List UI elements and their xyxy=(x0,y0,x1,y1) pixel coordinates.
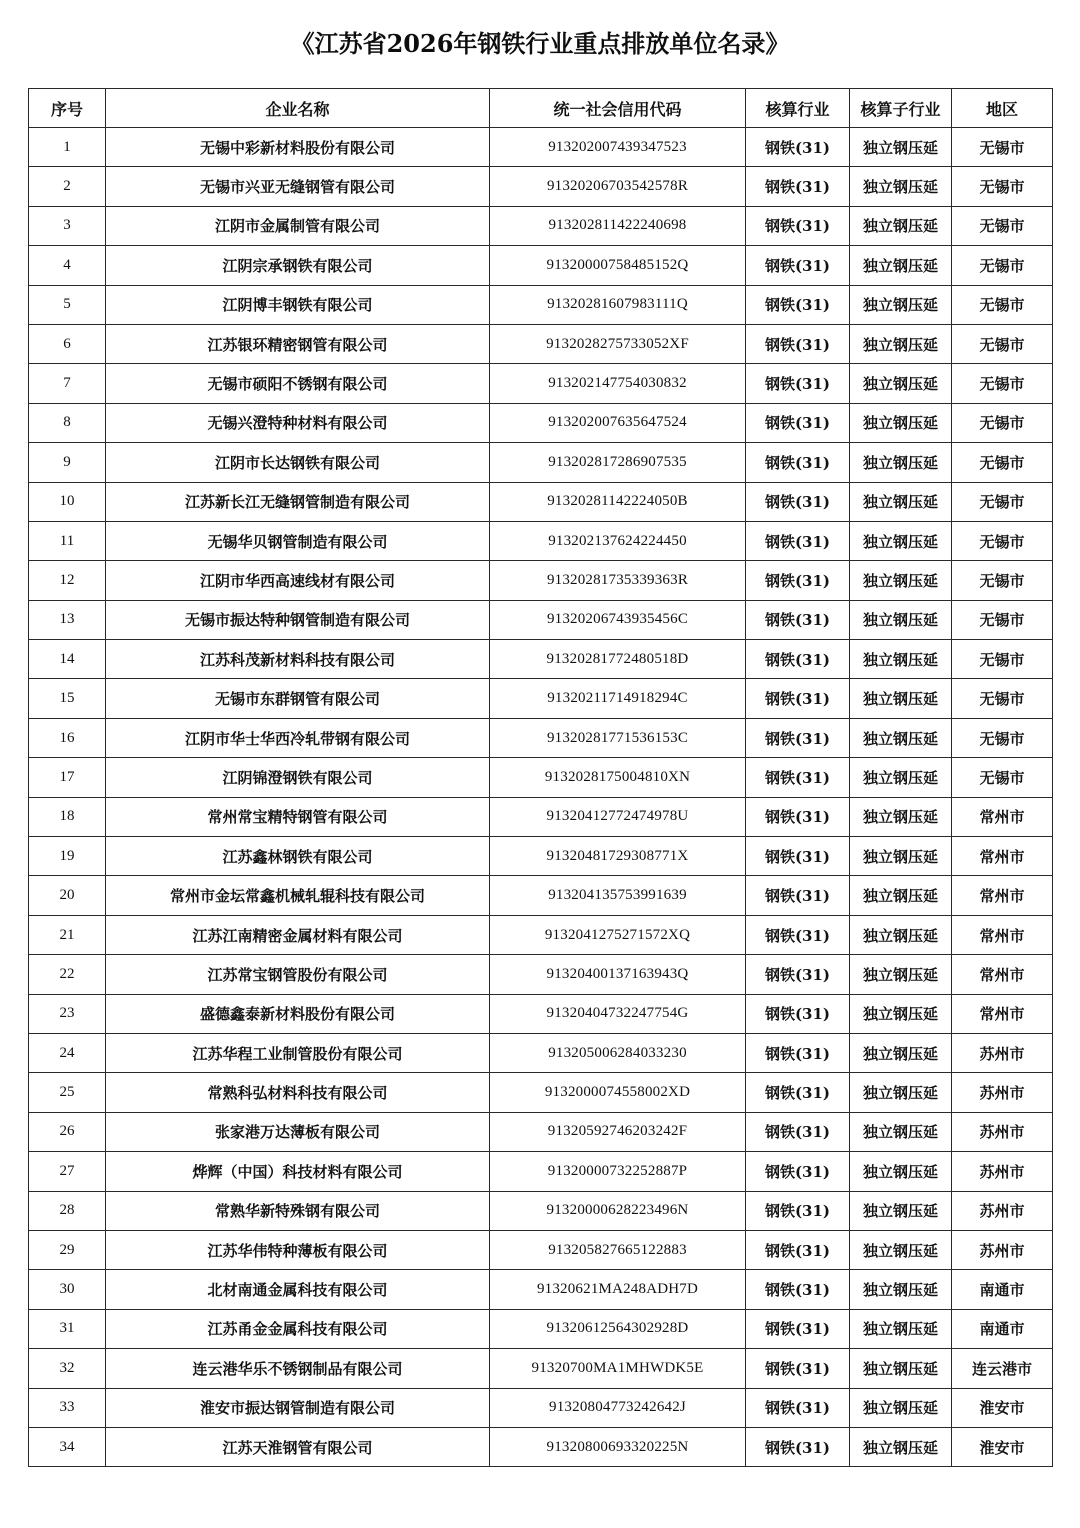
document-title: 《江苏省2026年钢铁行业重点排放单位名录》 xyxy=(290,29,790,58)
cell-region: 南通市 xyxy=(952,1309,1053,1348)
cell-region: 无锡市 xyxy=(952,128,1053,167)
cell-sub-industry: 独立钢压延 xyxy=(850,955,952,994)
cell-region: 南通市 xyxy=(952,1270,1053,1309)
table-row xyxy=(29,955,1053,994)
cell-region: 无锡市 xyxy=(952,640,1053,679)
cell-credit-code: 91320000732252887P xyxy=(490,1152,746,1191)
cell-seq: 9 xyxy=(29,443,106,482)
cell-region: 常州市 xyxy=(952,837,1053,876)
cell-sub-industry: 独立钢压延 xyxy=(850,679,952,718)
cell-region: 无锡市 xyxy=(952,482,1053,521)
cell-credit-code: 91320206703542578R xyxy=(490,167,746,206)
cell-credit-code: 913202811422240698 xyxy=(490,206,746,245)
cell-credit-code: 9132000074558002XD xyxy=(490,1073,746,1112)
table-row xyxy=(29,285,1053,324)
cell-sub-industry: 独立钢压延 xyxy=(850,718,952,757)
table-row xyxy=(29,837,1053,876)
cell-credit-code: 91320804773242642J xyxy=(490,1388,746,1427)
header-seq: 序号 xyxy=(29,89,106,128)
cell-industry: 钢铁(31) xyxy=(746,364,850,403)
cell-credit-code: 91320000628223496N xyxy=(490,1191,746,1230)
table-row xyxy=(29,1270,1053,1309)
cell-credit-code: 913205006284033230 xyxy=(490,1033,746,1072)
cell-sub-industry: 独立钢压延 xyxy=(850,364,952,403)
cell-credit-code: 913202817286907535 xyxy=(490,443,746,482)
cell-company-name: 无锡中彩新材料股份有限公司 xyxy=(106,128,490,167)
table-row xyxy=(29,718,1053,757)
cell-sub-industry: 独立钢压延 xyxy=(850,1388,952,1427)
table-row xyxy=(29,1073,1053,1112)
cell-industry: 钢铁(31) xyxy=(746,1349,850,1388)
cell-credit-code: 913202007439347523 xyxy=(490,128,746,167)
cell-sub-industry: 独立钢压延 xyxy=(850,1191,952,1230)
cell-credit-code: 913205827665122883 xyxy=(490,1230,746,1269)
cell-seq: 23 xyxy=(29,994,106,1033)
table-row xyxy=(29,1033,1053,1072)
cell-sub-industry: 独立钢压延 xyxy=(850,1073,952,1112)
cell-industry: 钢铁(31) xyxy=(746,206,850,245)
cell-seq: 20 xyxy=(29,876,106,915)
cell-seq: 19 xyxy=(29,837,106,876)
cell-industry: 钢铁(31) xyxy=(746,994,850,1033)
cell-sub-industry: 独立钢压延 xyxy=(850,600,952,639)
cell-company-name: 常熟华新特殊钢有限公司 xyxy=(106,1191,490,1230)
cell-sub-industry: 独立钢压延 xyxy=(850,561,952,600)
cell-industry: 钢铁(31) xyxy=(746,955,850,994)
cell-sub-industry: 独立钢压延 xyxy=(850,285,952,324)
cell-company-name: 无锡市硕阳不锈钢有限公司 xyxy=(106,364,490,403)
cell-company-name: 北材南通金属科技有限公司 xyxy=(106,1270,490,1309)
cell-company-name: 江阴博丰钢铁有限公司 xyxy=(106,285,490,324)
cell-company-name: 江阴锦澄钢铁有限公司 xyxy=(106,758,490,797)
cell-company-name: 江苏鑫林钢铁有限公司 xyxy=(106,837,490,876)
cell-seq: 14 xyxy=(29,640,106,679)
cell-region: 无锡市 xyxy=(952,758,1053,797)
cell-credit-code: 9132028275733052XF xyxy=(490,324,746,363)
cell-seq: 24 xyxy=(29,1033,106,1072)
header-company-name: 企业名称 xyxy=(106,89,490,128)
table-row xyxy=(29,246,1053,285)
cell-industry: 钢铁(31) xyxy=(746,600,850,639)
cell-company-name: 江苏常宝钢管股份有限公司 xyxy=(106,955,490,994)
cell-sub-industry: 独立钢压延 xyxy=(850,1270,952,1309)
table-row xyxy=(29,1349,1053,1388)
cell-industry: 钢铁(31) xyxy=(746,167,850,206)
cell-industry: 钢铁(31) xyxy=(746,521,850,560)
cell-region: 无锡市 xyxy=(952,600,1053,639)
cell-company-name: 江苏甬金金属科技有限公司 xyxy=(106,1309,490,1348)
table-row xyxy=(29,206,1053,245)
cell-credit-code: 91320211714918294C xyxy=(490,679,746,718)
cell-company-name: 无锡兴澄特种材料有限公司 xyxy=(106,403,490,442)
cell-company-name: 江苏华程工业制管股份有限公司 xyxy=(106,1033,490,1072)
table-row xyxy=(29,364,1053,403)
cell-industry: 钢铁(31) xyxy=(746,758,850,797)
cell-region: 苏州市 xyxy=(952,1191,1053,1230)
table-row xyxy=(29,167,1053,206)
table-row xyxy=(29,600,1053,639)
cell-sub-industry: 独立钢压延 xyxy=(850,246,952,285)
cell-credit-code: 913202007635647524 xyxy=(490,403,746,442)
cell-credit-code: 91320281771536153C xyxy=(490,718,746,757)
cell-region: 无锡市 xyxy=(952,443,1053,482)
cell-region: 无锡市 xyxy=(952,521,1053,560)
cell-credit-code: 91320281735339363R xyxy=(490,561,746,600)
cell-seq: 10 xyxy=(29,482,106,521)
cell-region: 无锡市 xyxy=(952,561,1053,600)
cell-company-name: 江苏科茂新材料科技有限公司 xyxy=(106,640,490,679)
cell-company-name: 江苏新长江无缝钢管制造有限公司 xyxy=(106,482,490,521)
cell-sub-industry: 独立钢压延 xyxy=(850,1309,952,1348)
cell-region: 淮安市 xyxy=(952,1427,1053,1466)
table-row xyxy=(29,797,1053,836)
cell-credit-code: 91320000758485152Q xyxy=(490,246,746,285)
cell-region: 苏州市 xyxy=(952,1112,1053,1151)
cell-sub-industry: 独立钢压延 xyxy=(850,206,952,245)
cell-sub-industry: 独立钢压延 xyxy=(850,797,952,836)
cell-credit-code: 91320281607983111Q xyxy=(490,285,746,324)
cell-seq: 5 xyxy=(29,285,106,324)
table-row xyxy=(29,679,1053,718)
cell-sub-industry: 独立钢压延 xyxy=(850,1427,952,1466)
cell-credit-code: 91320400137163943Q xyxy=(490,955,746,994)
cell-region: 常州市 xyxy=(952,915,1053,954)
cell-credit-code: 913202147754030832 xyxy=(490,364,746,403)
cell-seq: 13 xyxy=(29,600,106,639)
cell-seq: 2 xyxy=(29,167,106,206)
cell-seq: 33 xyxy=(29,1388,106,1427)
cell-region: 淮安市 xyxy=(952,1388,1053,1427)
cell-industry: 钢铁(31) xyxy=(746,1152,850,1191)
table-row xyxy=(29,640,1053,679)
table-row xyxy=(29,1309,1053,1348)
cell-seq: 34 xyxy=(29,1427,106,1466)
table-row xyxy=(29,1388,1053,1427)
cell-seq: 25 xyxy=(29,1073,106,1112)
cell-sub-industry: 独立钢压延 xyxy=(850,915,952,954)
table-row xyxy=(29,521,1053,560)
cell-sub-industry: 独立钢压延 xyxy=(850,876,952,915)
cell-region: 无锡市 xyxy=(952,285,1053,324)
cell-industry: 钢铁(31) xyxy=(746,915,850,954)
cell-credit-code: 91320404732247754G xyxy=(490,994,746,1033)
cell-company-name: 江阴宗承钢铁有限公司 xyxy=(106,246,490,285)
cell-seq: 16 xyxy=(29,718,106,757)
cell-industry: 钢铁(31) xyxy=(746,718,850,757)
cell-sub-industry: 独立钢压延 xyxy=(850,1112,952,1151)
cell-seq: 18 xyxy=(29,797,106,836)
cell-region: 无锡市 xyxy=(952,167,1053,206)
cell-industry: 钢铁(31) xyxy=(746,1309,850,1348)
cell-company-name: 江苏江南精密金属材料有限公司 xyxy=(106,915,490,954)
cell-company-name: 连云港华乐不锈钢制品有限公司 xyxy=(106,1349,490,1388)
cell-seq: 21 xyxy=(29,915,106,954)
cell-credit-code: 91320412772474978U xyxy=(490,797,746,836)
cell-sub-industry: 独立钢压延 xyxy=(850,443,952,482)
cell-industry: 钢铁(31) xyxy=(746,1388,850,1427)
cell-company-name: 无锡市东群钢管有限公司 xyxy=(106,679,490,718)
cell-seq: 8 xyxy=(29,403,106,442)
cell-company-name: 淮安市振达钢管制造有限公司 xyxy=(106,1388,490,1427)
cell-credit-code: 91320481729308771X xyxy=(490,837,746,876)
cell-industry: 钢铁(31) xyxy=(746,797,850,836)
table-row xyxy=(29,758,1053,797)
cell-industry: 钢铁(31) xyxy=(746,561,850,600)
header-sub-industry: 核算子行业 xyxy=(850,89,952,128)
cell-region: 无锡市 xyxy=(952,364,1053,403)
cell-industry: 钢铁(31) xyxy=(746,403,850,442)
table-row xyxy=(29,443,1053,482)
cell-seq: 12 xyxy=(29,561,106,600)
cell-seq: 3 xyxy=(29,206,106,245)
cell-seq: 11 xyxy=(29,521,106,560)
cell-credit-code: 91320592746203242F xyxy=(490,1112,746,1151)
cell-sub-industry: 独立钢压延 xyxy=(850,128,952,167)
cell-sub-industry: 独立钢压延 xyxy=(850,324,952,363)
cell-industry: 钢铁(31) xyxy=(746,1191,850,1230)
cell-industry: 钢铁(31) xyxy=(746,1230,850,1269)
cell-industry: 钢铁(31) xyxy=(746,1112,850,1151)
cell-sub-industry: 独立钢压延 xyxy=(850,758,952,797)
cell-region: 苏州市 xyxy=(952,1073,1053,1112)
cell-credit-code: 91320621MA248ADH7D xyxy=(490,1270,746,1309)
cell-company-name: 江苏银环精密钢管有限公司 xyxy=(106,324,490,363)
cell-credit-code: 9132041275271572XQ xyxy=(490,915,746,954)
table-header-row xyxy=(29,89,1053,128)
cell-region: 苏州市 xyxy=(952,1152,1053,1191)
table-row xyxy=(29,915,1053,954)
table-row xyxy=(29,876,1053,915)
cell-region: 无锡市 xyxy=(952,718,1053,757)
emission-units-table xyxy=(28,88,1053,1467)
cell-sub-industry: 独立钢压延 xyxy=(850,837,952,876)
table-body xyxy=(29,128,1053,1467)
cell-seq: 28 xyxy=(29,1191,106,1230)
cell-company-name: 无锡华贝钢管制造有限公司 xyxy=(106,521,490,560)
cell-seq: 30 xyxy=(29,1270,106,1309)
table-row xyxy=(29,403,1053,442)
cell-sub-industry: 独立钢压延 xyxy=(850,482,952,521)
cell-industry: 钢铁(31) xyxy=(746,482,850,521)
cell-region: 常州市 xyxy=(952,994,1053,1033)
cell-seq: 29 xyxy=(29,1230,106,1269)
cell-industry: 钢铁(31) xyxy=(746,837,850,876)
cell-industry: 钢铁(31) xyxy=(746,640,850,679)
cell-company-name: 张家港万达薄板有限公司 xyxy=(106,1112,490,1151)
cell-sub-industry: 独立钢压延 xyxy=(850,1033,952,1072)
cell-industry: 钢铁(31) xyxy=(746,246,850,285)
cell-sub-industry: 独立钢压延 xyxy=(850,521,952,560)
cell-seq: 22 xyxy=(29,955,106,994)
header-credit-code: 统一社会信用代码 xyxy=(490,89,746,128)
cell-company-name: 常州市金坛常鑫机械轧辊科技有限公司 xyxy=(106,876,490,915)
table-row xyxy=(29,324,1053,363)
table-row xyxy=(29,1191,1053,1230)
cell-seq: 15 xyxy=(29,679,106,718)
cell-seq: 17 xyxy=(29,758,106,797)
cell-region: 无锡市 xyxy=(952,206,1053,245)
cell-company-name: 江阴市华士华西冷轧带钢有限公司 xyxy=(106,718,490,757)
cell-seq: 31 xyxy=(29,1309,106,1348)
cell-credit-code: 91320206743935456C xyxy=(490,600,746,639)
header-industry: 核算行业 xyxy=(746,89,850,128)
cell-region: 无锡市 xyxy=(952,403,1053,442)
cell-credit-code: 913204135753991639 xyxy=(490,876,746,915)
table-row xyxy=(29,561,1053,600)
cell-sub-industry: 独立钢压延 xyxy=(850,403,952,442)
table-row xyxy=(29,1112,1053,1151)
cell-credit-code: 91320700MA1MHWDK5E xyxy=(490,1349,746,1388)
cell-sub-industry: 独立钢压延 xyxy=(850,167,952,206)
cell-seq: 27 xyxy=(29,1152,106,1191)
cell-company-name: 无锡市振达特种钢管制造有限公司 xyxy=(106,600,490,639)
cell-company-name: 常州常宝精特钢管有限公司 xyxy=(106,797,490,836)
table-row xyxy=(29,1230,1053,1269)
cell-company-name: 无锡市兴亚无缝钢管有限公司 xyxy=(106,167,490,206)
cell-region: 苏州市 xyxy=(952,1033,1053,1072)
cell-industry: 钢铁(31) xyxy=(746,876,850,915)
cell-industry: 钢铁(31) xyxy=(746,679,850,718)
table-row xyxy=(29,994,1053,1033)
cell-credit-code: 91320281772480518D xyxy=(490,640,746,679)
table-row xyxy=(29,1152,1053,1191)
cell-sub-industry: 独立钢压延 xyxy=(850,640,952,679)
cell-company-name: 烨辉（中国）科技材料有限公司 xyxy=(106,1152,490,1191)
cell-seq: 4 xyxy=(29,246,106,285)
cell-region: 常州市 xyxy=(952,955,1053,994)
header-region: 地区 xyxy=(952,89,1053,128)
cell-industry: 钢铁(31) xyxy=(746,1073,850,1112)
cell-industry: 钢铁(31) xyxy=(746,1270,850,1309)
cell-seq: 32 xyxy=(29,1349,106,1388)
cell-company-name: 江阴市金属制管有限公司 xyxy=(106,206,490,245)
cell-seq: 26 xyxy=(29,1112,106,1151)
cell-company-name: 江苏天淮钢管有限公司 xyxy=(106,1427,490,1466)
cell-sub-industry: 独立钢压延 xyxy=(850,1349,952,1388)
cell-industry: 钢铁(31) xyxy=(746,443,850,482)
table-row xyxy=(29,128,1053,167)
cell-industry: 钢铁(31) xyxy=(746,1033,850,1072)
cell-company-name: 江阴市长达钢铁有限公司 xyxy=(106,443,490,482)
cell-region: 无锡市 xyxy=(952,324,1053,363)
cell-industry: 钢铁(31) xyxy=(746,285,850,324)
cell-sub-industry: 独立钢压延 xyxy=(850,994,952,1033)
cell-seq: 7 xyxy=(29,364,106,403)
cell-region: 连云港市 xyxy=(952,1349,1053,1388)
cell-credit-code: 91320281142224050B xyxy=(490,482,746,521)
cell-credit-code: 91320800693320225N xyxy=(490,1427,746,1466)
cell-credit-code: 9132028175004810XN xyxy=(490,758,746,797)
cell-company-name: 常熟科弘材料科技有限公司 xyxy=(106,1073,490,1112)
cell-region: 无锡市 xyxy=(952,679,1053,718)
cell-company-name: 江阴市华西高速线材有限公司 xyxy=(106,561,490,600)
cell-sub-industry: 独立钢压延 xyxy=(850,1152,952,1191)
table-row xyxy=(29,482,1053,521)
cell-region: 苏州市 xyxy=(952,1230,1053,1269)
cell-industry: 钢铁(31) xyxy=(746,128,850,167)
cell-company-name: 盛德鑫泰新材料股份有限公司 xyxy=(106,994,490,1033)
cell-seq: 1 xyxy=(29,128,106,167)
cell-industry: 钢铁(31) xyxy=(746,1427,850,1466)
cell-region: 常州市 xyxy=(952,797,1053,836)
cell-seq: 6 xyxy=(29,324,106,363)
cell-sub-industry: 独立钢压延 xyxy=(850,1230,952,1269)
cell-company-name: 江苏华伟特种薄板有限公司 xyxy=(106,1230,490,1269)
cell-region: 无锡市 xyxy=(952,246,1053,285)
table-row xyxy=(29,1427,1053,1466)
cell-credit-code: 913202137624224450 xyxy=(490,521,746,560)
cell-region: 常州市 xyxy=(952,876,1053,915)
cell-industry: 钢铁(31) xyxy=(746,324,850,363)
cell-credit-code: 91320612564302928D xyxy=(490,1309,746,1348)
